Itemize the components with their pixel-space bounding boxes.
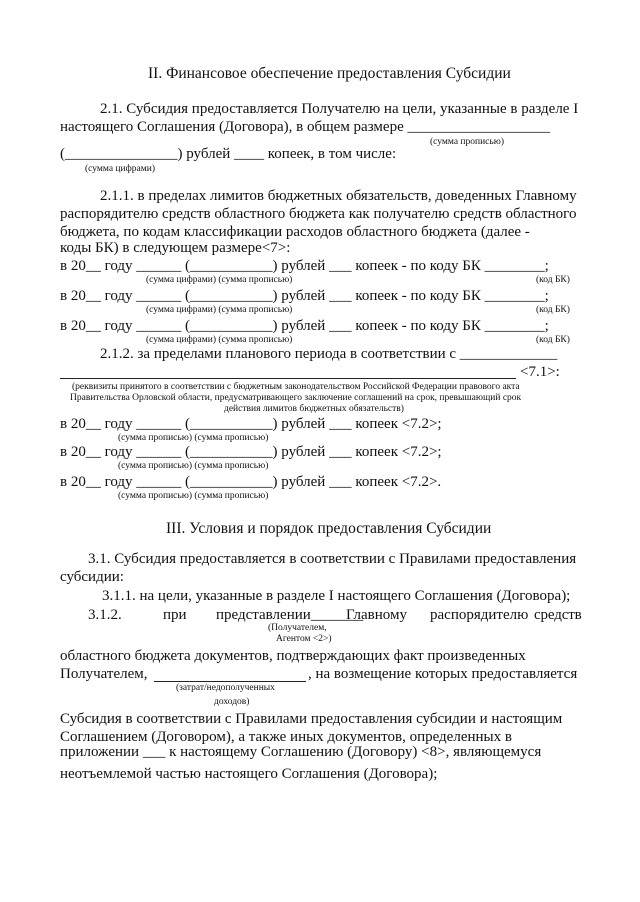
limit-row-note: (сумма цифрами) (сумма прописью)	[146, 275, 293, 285]
paragraph-3-1-2-line-7: неотъемлемой частью настоящего Соглашения (Договора);	[60, 766, 438, 782]
sum-in-digits-note: (сумма цифрами)	[85, 164, 155, 174]
paragraph-3-1-2-line-4: Субсидия в соответствии с Правилами предоставления субсидии и настоящим	[60, 711, 563, 727]
receiver-note: Агентом <2>)	[276, 634, 332, 644]
paragraph-3-1-2-number: 3.1.2.	[88, 607, 122, 623]
costs-note: (затрат/недополученных	[176, 683, 275, 693]
paragraph-3-1-2-word: при	[163, 607, 187, 623]
costs-blank-line	[154, 681, 306, 682]
paragraph-2-1-line-3: (_______________) рублей ____ копеек, в том числе:	[60, 146, 397, 162]
limit-row: в 20__ году ______ (___________) рублей ___ копеек - по коду БК ________;	[60, 288, 549, 304]
paragraph-2-1-2-line-1: 2.1.2. за пределами планового периода в соответствии с _____________	[100, 346, 558, 362]
paragraph-3-1-line-2: субсидии:	[60, 569, 124, 585]
paragraph-3-1-2-word: Главному	[346, 607, 408, 623]
paragraph-2-1-1-line-1: 2.1.1. в пределах лимитов бюджетных обязательств, доведенных Главному	[100, 188, 577, 204]
paragraph-3-1-2-line-6: приложении ___ к настоящему Соглашению (Договору) <8>, являющемуся	[60, 744, 542, 760]
paragraph-3-1-2-line-3a: Получателем,	[60, 666, 148, 682]
limit-row-note: (сумма цифрами) (сумма прописью)	[146, 305, 293, 315]
paragraph-2-1-2-footnote-ref: <7.1>:	[520, 364, 560, 380]
sum-in-words-note: (сумма прописью)	[430, 137, 504, 147]
budget-code-note: (код БК)	[536, 305, 570, 315]
paragraph-2-1-1-line-2: распорядителю средств областного бюджета как получателю средств областного	[60, 206, 577, 222]
year-row: в 20__ году ______ (___________) рублей ___ копеек <7.2>.	[60, 474, 442, 490]
act-details-note: действия лимитов бюджетных обязательств)	[224, 404, 404, 414]
paragraph-2-1-1-line-4: коды БК) в следующем размере<7>:	[60, 240, 291, 256]
paragraph-2-1-line-1: 2.1. Субсидия предоставляется Получателю на цели, указанные в разделе I	[100, 101, 579, 117]
costs-note: доходов)	[214, 697, 250, 707]
blank-line	[60, 378, 516, 379]
paragraph-3-1-2-line-2: областного бюджета документов, подтверждающих факт произведенных	[60, 648, 526, 664]
section-2-title: II. Финансовое обеспечение предоставления Субсидии	[148, 65, 511, 82]
paragraph-2-1-1-line-3: бюджета, по кодам классификации расходов областного бюджета (далее -	[60, 224, 530, 240]
paragraph-3-1-2-word: представлении_______	[216, 607, 364, 623]
paragraph-3-1-1: 3.1.1. на цели, указанные в разделе I настоящего Соглашения (Договора);	[102, 588, 571, 604]
budget-code-note: (код БК)	[536, 275, 570, 285]
paragraph-3-1-2-line-5: Соглашением (Договором), а также иных документов, определенных в	[60, 729, 512, 745]
year-row: в 20__ году ______ (___________) рублей ___ копеек <7.2>;	[60, 416, 442, 432]
limit-row: в 20__ году ______ (___________) рублей ___ копеек - по коду БК ________;	[60, 318, 549, 334]
limit-row-note: (сумма цифрами) (сумма прописью)	[146, 335, 293, 345]
receiver-note: (Получателем,	[268, 623, 327, 633]
paragraph-3-1-line-1: 3.1. Субсидия предоставляется в соответствии с Правилами предоставления	[88, 551, 577, 567]
year-row-note: (сумма прописью) (сумма прописью)	[118, 491, 269, 501]
paragraph-3-1-2-word: средств	[534, 607, 582, 623]
limit-row: в 20__ году ______ (___________) рублей ___ копеек - по коду БК ________;	[60, 258, 549, 274]
year-row-note: (сумма прописью) (сумма прописью)	[118, 433, 269, 443]
section-3-title: III. Условия и порядок предоставления Субсидии	[166, 520, 492, 537]
year-row: в 20__ году ______ (___________) рублей ___ копеек <7.2>;	[60, 444, 442, 460]
budget-code-note: (код БК)	[536, 335, 570, 345]
paragraph-2-1-line-2: настоящего Соглашения (Договора), в общем размере ___________________	[60, 119, 550, 135]
act-details-note: Правительства Орловской области, предусматривающего заключение соглашений на срок, превышающий срок	[70, 393, 522, 403]
year-row-note: (сумма прописью) (сумма прописью)	[118, 461, 269, 471]
paragraph-3-1-2-line-3b: , на возмещение которых предоставляется	[308, 666, 578, 682]
act-details-note: (реквизиты принятого в соответствии с бюджетным законодательством Российской Федерации правового акта	[72, 382, 520, 392]
paragraph-3-1-2-word: распорядителю	[430, 607, 529, 623]
